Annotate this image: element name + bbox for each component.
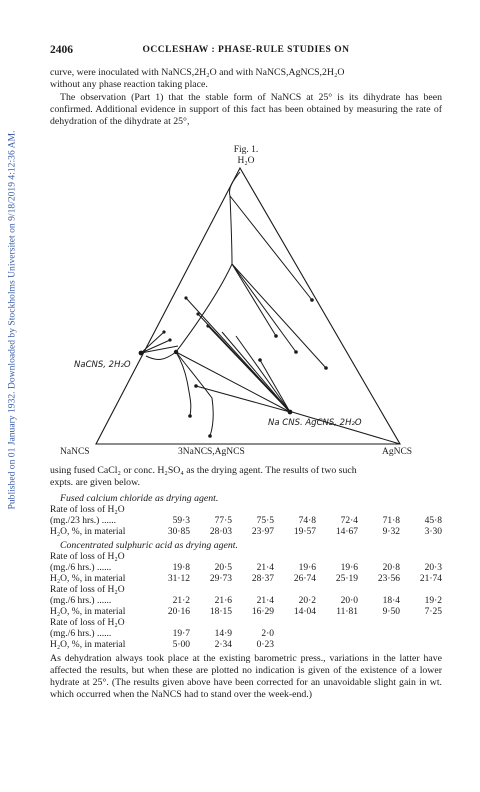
table-row	[50, 527, 442, 538]
table-cell: 23·56	[377, 574, 400, 584]
label-agncs: AgNCS	[382, 447, 413, 457]
table-cell: 23·97	[251, 527, 274, 537]
rate-label-3: Rate of loss of H₂O	[50, 585, 125, 595]
table-row	[50, 563, 442, 574]
tie-line	[232, 264, 296, 352]
data-table-calcium-chloride	[50, 516, 442, 538]
data-point	[294, 350, 298, 354]
table-cell: 19·7	[172, 629, 190, 639]
table-cell: 20·0	[340, 596, 358, 606]
table-cell: 18·15	[209, 607, 232, 617]
table-cell: 31·12	[167, 574, 190, 584]
table-cell: 29·73	[209, 574, 232, 584]
data-table-sulphuric-acid-a	[50, 563, 442, 585]
table-cell: 14·9	[214, 629, 232, 639]
triangle-outline	[96, 168, 400, 444]
table-cell: 30·85	[167, 527, 190, 537]
table-cell: 28·37	[251, 574, 274, 584]
data-point	[310, 298, 314, 302]
figure-number: Fig. 1.	[233, 145, 259, 155]
table-cell	[316, 629, 358, 640]
table-cell: 21·2	[172, 596, 190, 606]
table-row	[50, 596, 442, 607]
row-label: (mg./23 hrs.) ......	[50, 516, 116, 526]
data-point	[168, 338, 171, 341]
table-cell: 16·29	[251, 607, 274, 617]
table-cell: 2·0	[261, 629, 274, 639]
solubility-curve	[146, 172, 240, 359]
table-cell: 25·19	[335, 574, 358, 584]
solubility-curve-lower	[176, 352, 213, 436]
label-nancs: NaNCS	[60, 447, 90, 457]
data-point	[196, 312, 199, 315]
label-double-salt-hydrate: Na CNS. AgCNS, 2H₂O	[268, 418, 362, 428]
section-fused-calcium-chloride: Fused calcium chloride as drying agent.	[60, 493, 219, 504]
table-cell: 45·8	[424, 516, 442, 526]
label-3nancs-agncs: 3NaNCS,AgNCS	[178, 447, 245, 457]
data-table-sulphuric-acid-c	[50, 629, 442, 651]
data-point	[139, 351, 144, 356]
table-cell: 74·8	[298, 516, 316, 526]
data-point	[288, 410, 293, 415]
rate-label-1: Rate of loss of H₂O	[50, 505, 125, 515]
table-cell: 19·2	[424, 596, 442, 606]
data-point	[324, 366, 328, 370]
data-table-sulphuric-acid-b	[50, 596, 442, 618]
table-cell	[274, 640, 316, 651]
tie-line	[196, 386, 290, 412]
row-label: (mg./6 hrs.) ......	[50, 596, 112, 606]
after-figure-line-2: expts. are given below.	[50, 477, 140, 488]
table-cell: 20·3	[424, 563, 442, 573]
tie-line	[222, 332, 290, 412]
table-cell: 71·8	[382, 516, 400, 526]
table-cell: 20·8	[382, 563, 400, 573]
table-cell: 9·50	[382, 607, 400, 617]
table-row	[50, 640, 442, 651]
table-row	[50, 607, 442, 618]
table-cell: 3·30	[424, 527, 442, 537]
table-cell: 9·32	[382, 527, 400, 537]
table-cell: 59·3	[172, 516, 190, 526]
table-cell: 20·16	[167, 607, 190, 617]
row-label: (mg./6 hrs.) ......	[50, 629, 112, 639]
row-label: (mg./6 hrs.) ......	[50, 563, 112, 573]
table-cell: 19·6	[340, 563, 358, 573]
table-cell: 77·5	[214, 516, 232, 526]
tie-line	[230, 196, 312, 300]
tie-line	[232, 264, 276, 336]
table-cell: 7·25	[424, 607, 442, 617]
table-cell: 21·4	[256, 563, 274, 573]
table-cell: 21·4	[256, 596, 274, 606]
table-cell	[400, 640, 442, 651]
row-label: H₂O, %, in material	[50, 640, 126, 650]
data-point	[206, 324, 209, 327]
data-point	[208, 434, 212, 438]
label-nacns-dihydrate: NaCNS, 2H₂O	[74, 360, 131, 370]
table-cell	[274, 629, 316, 640]
intro-line-1: curve, were inoculated with NaNCS,2H₂O and with NaNCS,AgNCS,2H₂O	[50, 67, 345, 78]
section-sulphuric-acid: Concentrated sulphuric acid as drying agent.	[60, 540, 238, 551]
rate-label-2: Rate of loss of H₂O	[50, 552, 125, 562]
tie-line	[232, 264, 326, 368]
table-cell: 19·57	[293, 527, 316, 537]
table-row	[50, 629, 442, 640]
table-cell: 14·04	[293, 607, 316, 617]
table-cell: 5·00	[172, 640, 190, 650]
table-cell: 19·6	[298, 563, 316, 573]
table-cell: 19·8	[172, 563, 190, 573]
table-cell	[358, 640, 400, 651]
row-label: H₂O, %, in material	[50, 527, 126, 537]
table-cell: 26·74	[293, 574, 316, 584]
closing-paragraph: As dehydration always took place at the existing barometric press., variations in the latter have affected the results, but when these are plotted no indication is given of the existence of a lower hydrate at 25°. (The results given above have been corrected for an unavoidable slight gain in wt. which occurred when the NaNCS had to stand over the week-end.)	[50, 653, 442, 700]
table-cell: 11·81	[336, 607, 358, 617]
table-cell: 0·23	[256, 640, 274, 650]
tie-line	[208, 326, 290, 412]
rate-label-4: Rate of loss of H₂O	[50, 618, 125, 628]
table-cell	[316, 640, 358, 651]
table-cell: 72·4	[340, 516, 358, 526]
table-cell: 21·6	[214, 596, 232, 606]
row-label: H₂O, %, in material	[50, 574, 126, 584]
data-point	[194, 384, 198, 388]
data-point	[162, 330, 165, 333]
table-row	[50, 516, 442, 527]
table-row	[50, 574, 442, 585]
table-cell: 20·5	[214, 563, 232, 573]
table-cell	[400, 629, 442, 640]
watermark-text: Published on 01 January 1932. Downloaded by Stockholms Universitet on 9/18/2019 4:12:36 AM.	[6, 130, 18, 510]
row-label: H₂O, %, in material	[50, 607, 126, 617]
page-number: 2406	[50, 44, 73, 56]
data-point	[188, 414, 192, 418]
tie-line	[236, 336, 290, 412]
table-cell: 18·4	[382, 596, 400, 606]
tie-line	[141, 340, 170, 353]
data-point	[184, 296, 187, 299]
intro-line-2: without any phase reaction taking place.	[50, 79, 208, 90]
table-cell: 75·5	[256, 516, 274, 526]
table-cell: 28·03	[209, 527, 232, 537]
table-cell: 14·67	[335, 527, 358, 537]
table-cell: 21·74	[419, 574, 442, 584]
table-cell	[358, 629, 400, 640]
after-figure-line-1: using fused CaCl₂ or conc. H₂SO₄ as the drying agent. The results of two such	[50, 465, 357, 476]
data-point	[174, 350, 178, 354]
intro-paragraph-2: The observation (Part 1) that the stable form of NaNCS at 25° is its dihydrate has been confirmed. Additional evidence in support of this fact has been obtained by measuring the rate of dehydration of the dihydrate at 25°,	[50, 92, 442, 127]
table-cell: 2·34	[214, 640, 232, 650]
running-title: OCCLESHAW : PHASE-RULE STUDIES ON	[142, 45, 350, 55]
data-point	[258, 358, 262, 362]
data-point	[274, 334, 278, 338]
apex-label: H₂O	[237, 156, 255, 166]
table-cell: 20·2	[298, 596, 316, 606]
